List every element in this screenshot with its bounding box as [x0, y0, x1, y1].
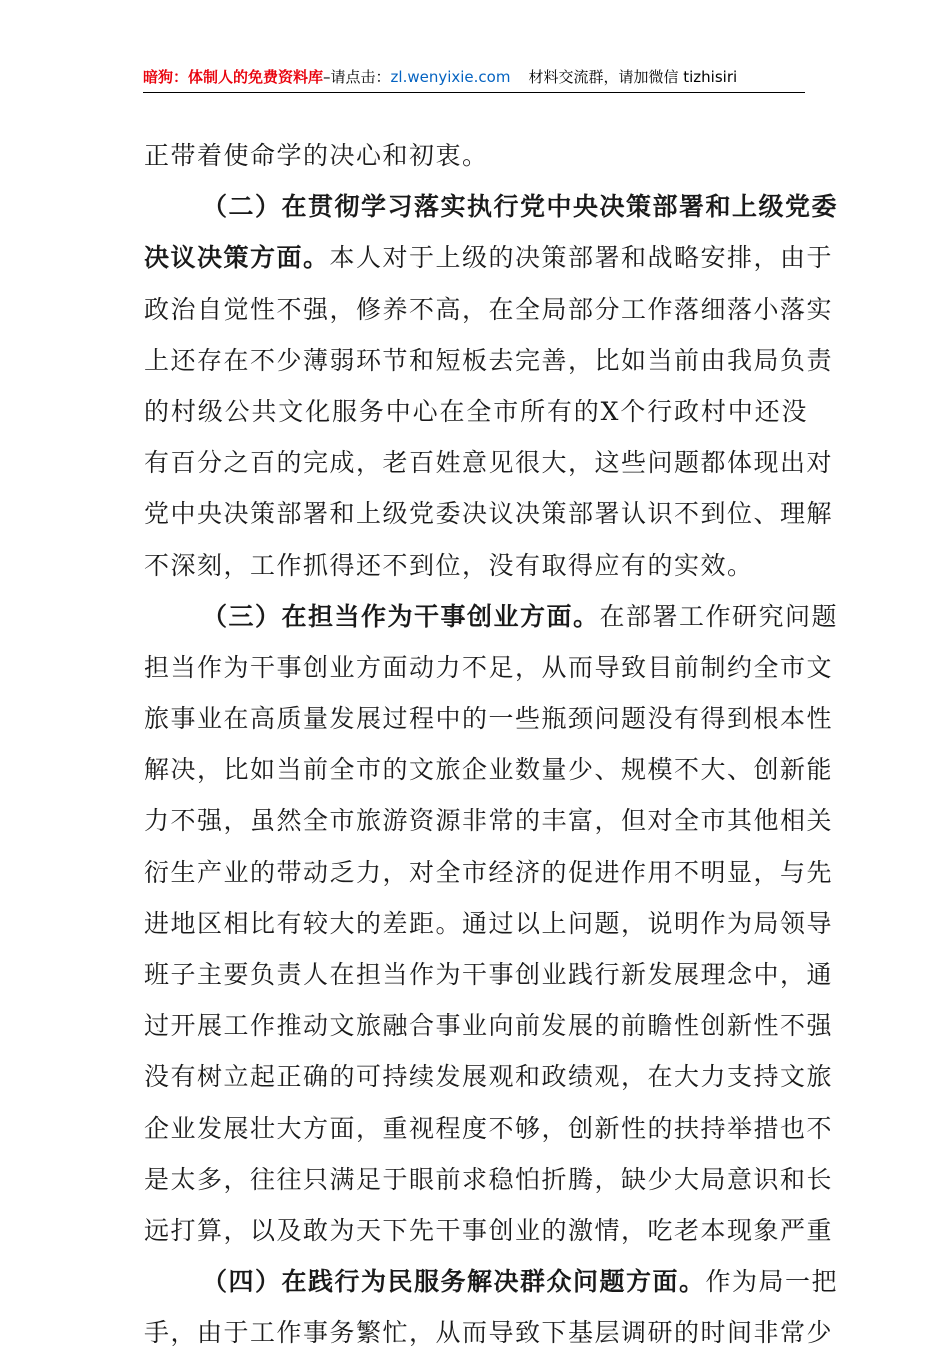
text-line: 上还存在不少薄弱环节和短板去完善，比如当前由我局负责 [144, 345, 834, 375]
section-heading-2: （二）在贯彻学习落实执行党中央决策部署和上级党委 [202, 192, 839, 222]
text-line: 旅事业在高质量发展过程中的一些瓶颈问题没有得到根本性 [144, 704, 834, 734]
text-line: 衍生产业的带动乏力，对全市经济的促进作用不明显，与先 [144, 857, 834, 887]
section-heading-4: （四）在践行为民服务解决群众问题方面。 [202, 1267, 706, 1297]
header-site-name: 暗狗：体制人的免费资料库 [143, 68, 324, 86]
header-click-label: –请点击： [323, 68, 391, 86]
section-heading-2-end: 决议决策方面。 [144, 243, 330, 273]
text-span: 本人对于上级的决策部署和战略安排，由于 [329, 243, 834, 273]
text-line: 力不强，虽然全市旅游资源非常的丰富，但对全市其他相关 [144, 806, 834, 836]
text-line: 班子主要负责人在担当作为干事创业践行新发展理念中，通 [144, 960, 834, 989]
header-group-text: 材料交流群，请加微信 tizhisiri [528, 68, 738, 86]
text-line: 远打算，以及敢为天下先干事创业的激情，吃老本现象严重 [144, 1215, 834, 1245]
text-span: 作为局一把 [705, 1267, 839, 1297]
text-line: 担当作为干事创业方面动力不足，从而导致目前制约全市文 [144, 652, 834, 682]
text-span: 在部署工作研究问题 [599, 601, 839, 631]
text-line [144, 1256, 839, 1307]
section-heading-3: （三）在担当作为干事创业方面。 [202, 601, 600, 631]
text-line: 企业发展壮大方面，重视程度不够，创新性的扶持举措也不 [144, 1113, 834, 1143]
text-line: 是太多，往往只满足于眼前求稳怕折腾，缺少大局意识和长 [144, 1164, 834, 1194]
text-line: 正带着使命学的决心和初衷。 [144, 141, 489, 170]
text-line: 有百分之百的完成，老百姓意见很大，这些问题都体现出对 [144, 448, 834, 478]
text-line: 解决，比如当前全市的文旅企业数量少、规模不大、创新能 [144, 755, 834, 785]
page-header [143, 62, 805, 93]
text-line: 不深刻，工作抓得还不到位，没有取得应有的实效。 [144, 550, 754, 580]
text-line: 的村级公共文化服务中心在全市所有的X个行政村中还没 [144, 396, 808, 426]
text-line: 没有树立起正确的可持续发展观和政绩观，在大力支持文旅 [144, 1062, 834, 1092]
text-line [144, 591, 839, 642]
text-line: 党中央决策部署和上级党委决议决策部署认识不到位、理解 [144, 499, 834, 529]
text-line: 过开展工作推动文旅融合事业向前发展的前瞻性创新性不强 [144, 1011, 834, 1041]
text-line: 进地区相比有较大的差距。通过以上问题，说明作为局领导 [144, 908, 834, 938]
text-line: 手，由于工作事务繁忙，从而导致下基层调研的时间非常少 [144, 1318, 834, 1348]
document-body [144, 130, 839, 1359]
text-line: 政治自觉性不强，修养不高，在全局部分工作落细落小落实 [144, 294, 834, 324]
text-line [144, 232, 834, 283]
header-url-link[interactable]: zl.wenyixie.com [390, 68, 511, 86]
